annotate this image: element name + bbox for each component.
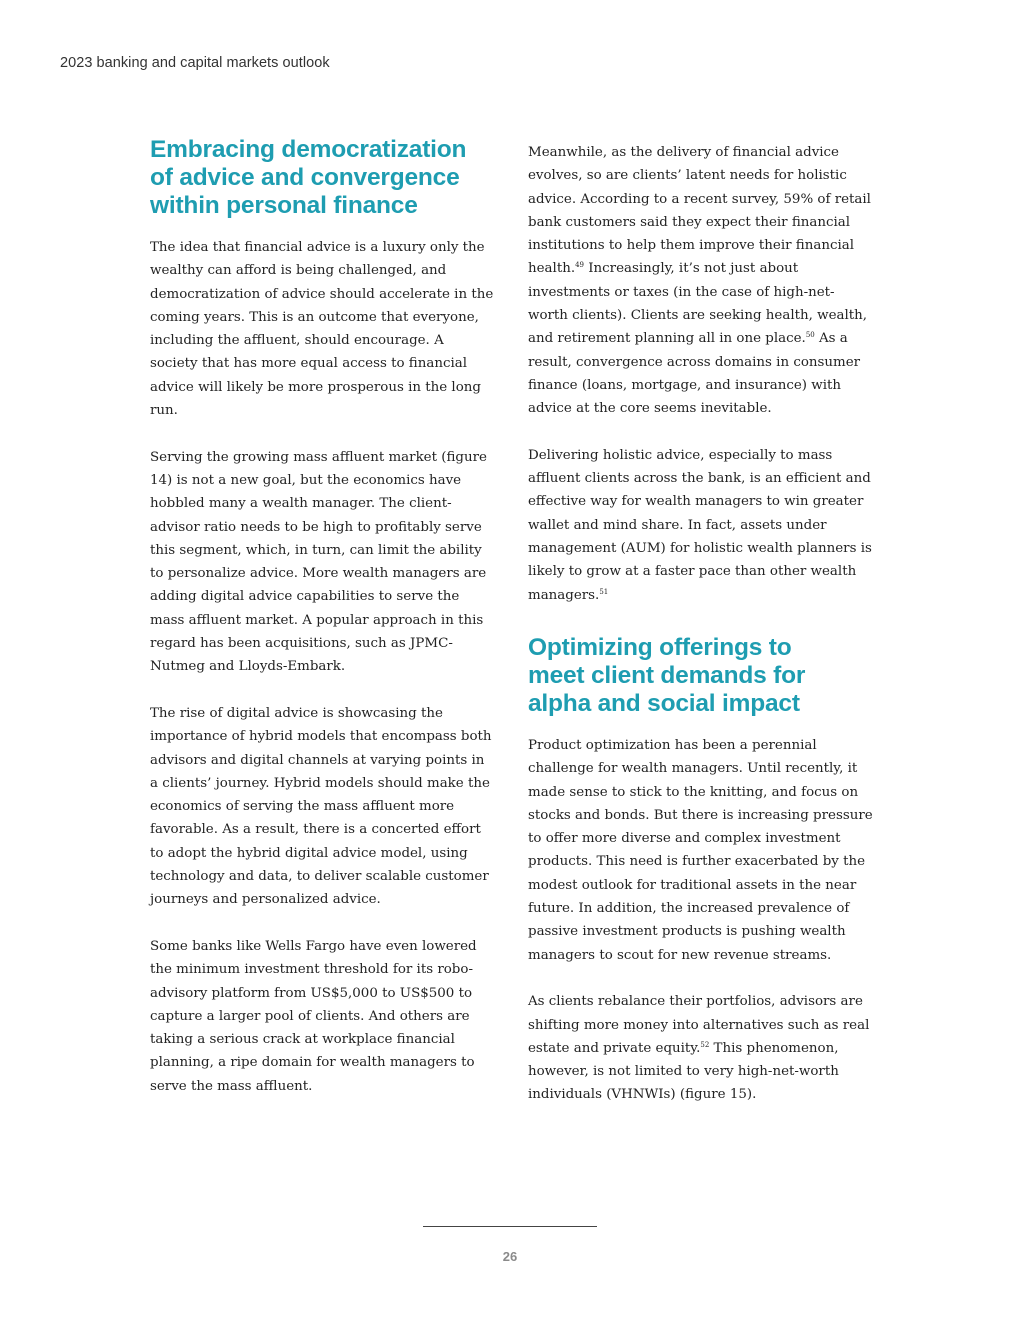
body-paragraph xyxy=(528,990,873,1106)
heading-line: of advice and convergence xyxy=(150,164,460,191)
heading-line: alpha and social impact xyxy=(528,689,800,717)
paragraph-text: Delivering holistic advice, especially to mass affluent clients across the bank, is an efficient and effective way for wealth managers to win greater wallet and mind share. In fact, assets under management (AUM) for holistic wealth planners is likely to grow at a faster pace than other wealth managers. xyxy=(528,447,872,603)
body-paragraph xyxy=(528,141,873,421)
section-heading-optimizing xyxy=(528,634,873,718)
left-column xyxy=(150,136,495,1121)
footnote-marker: 50 xyxy=(805,331,815,340)
body-paragraph: The idea that financial advice is a luxury only the wealthy can afford is being challenged, and democratization of advice should accelerate in the coming years. This is an outcome that everyone, including the affluent, should encourage. A society that has more equal access to financial advice will likely be more prosperous in the long run. xyxy=(150,240,494,419)
paragraph-text: Increasingly, it’s not just about investments or taxes (in the case of high-net-worth clients). Clients are seeking health, wealth, and retirement planning all in one place. xyxy=(528,261,868,347)
body-paragraph: Serving the growing mass affluent market (figure 14) is not a new goal, but the economics have hobbled many a wealth manager. The client-advisor ratio needs to be high to profitably serve this segment, which, in turn, can limit the ability to personalize advice. More wealth managers are adding digital advice capabilities to serve the mass affluent market. A popular approach in this regard has been acquisitions, such as JPMC-Nutmeg and Lloyds-Embark. xyxy=(150,449,487,675)
paragraph-text: Meanwhile, as the delivery of financial advice evolves, so are clients’ latent needs for holistic advice. According to a recent survey, 59% of retail bank customers said they expect their financial institutions to help them improve their financial health. xyxy=(528,145,871,277)
footnote-marker: 51 xyxy=(599,587,609,596)
body-paragraph xyxy=(528,444,873,607)
footnote-marker: 49 xyxy=(575,261,584,270)
paragraph-text: As a result, convergence across domains in consumer finance (loans, mortgage, and insurance) with advice at the core seems inevitable. xyxy=(528,331,861,417)
paragraph-text: As clients rebalance their portfolios, advisors are shifting more money into alternatives such as real estate and private equity. xyxy=(528,994,870,1056)
section-heading-democratization xyxy=(150,136,495,220)
body-paragraph: The rise of digital advice is showcasing the importance of hybrid models that encompass both advisors and digital channels at varying points in a clients’ journey. Hybrid models should make the economics of serving the mass affluent more favorable. As a result, there is a concerted effort to adopt the hybrid digital advice model, using technology and data, to deliver scalable customer journeys and personalized advice. xyxy=(150,705,492,908)
heading-line: meet client demands for xyxy=(528,661,806,689)
heading-line: within personal finance xyxy=(150,192,418,219)
right-column xyxy=(528,141,873,1130)
heading-line: Embracing democratization xyxy=(150,136,467,163)
page-number: 26 xyxy=(502,1249,518,1264)
heading-line: Optimizing offerings to xyxy=(528,633,792,661)
footer-divider xyxy=(423,1226,597,1227)
running-header: 2023 banking and capital markets outlook xyxy=(60,55,330,71)
body-paragraph: Some banks like Wells Fargo have even lowered the minimum investment threshold for its robo-advisory platform from US$5,000 to US$500 to capture a larger pool of clients. And others are taking a serious crack at workplace financial planning, a ripe domain for wealth managers to serve the mass affluent. xyxy=(150,938,477,1094)
footnote-marker: 52 xyxy=(700,1040,710,1049)
paragraph-text: This phenomenon, however, is not limited to very high-net-worth individuals (VHNWIs) (figure 15). xyxy=(528,1040,839,1103)
body-paragraph: Product optimization has been a perennial challenge for wealth managers. Until recently, it made sense to stick to the knitting, and focus on stocks and bonds. But there is increasing pressure to offer more diverse and complex investment products. This need is further exacerbated by the modest outlook for traditional assets in the near future. In addition, the increased prevalence of passive investment products is pushing wealth managers to scout for new revenue streams. xyxy=(528,737,873,963)
